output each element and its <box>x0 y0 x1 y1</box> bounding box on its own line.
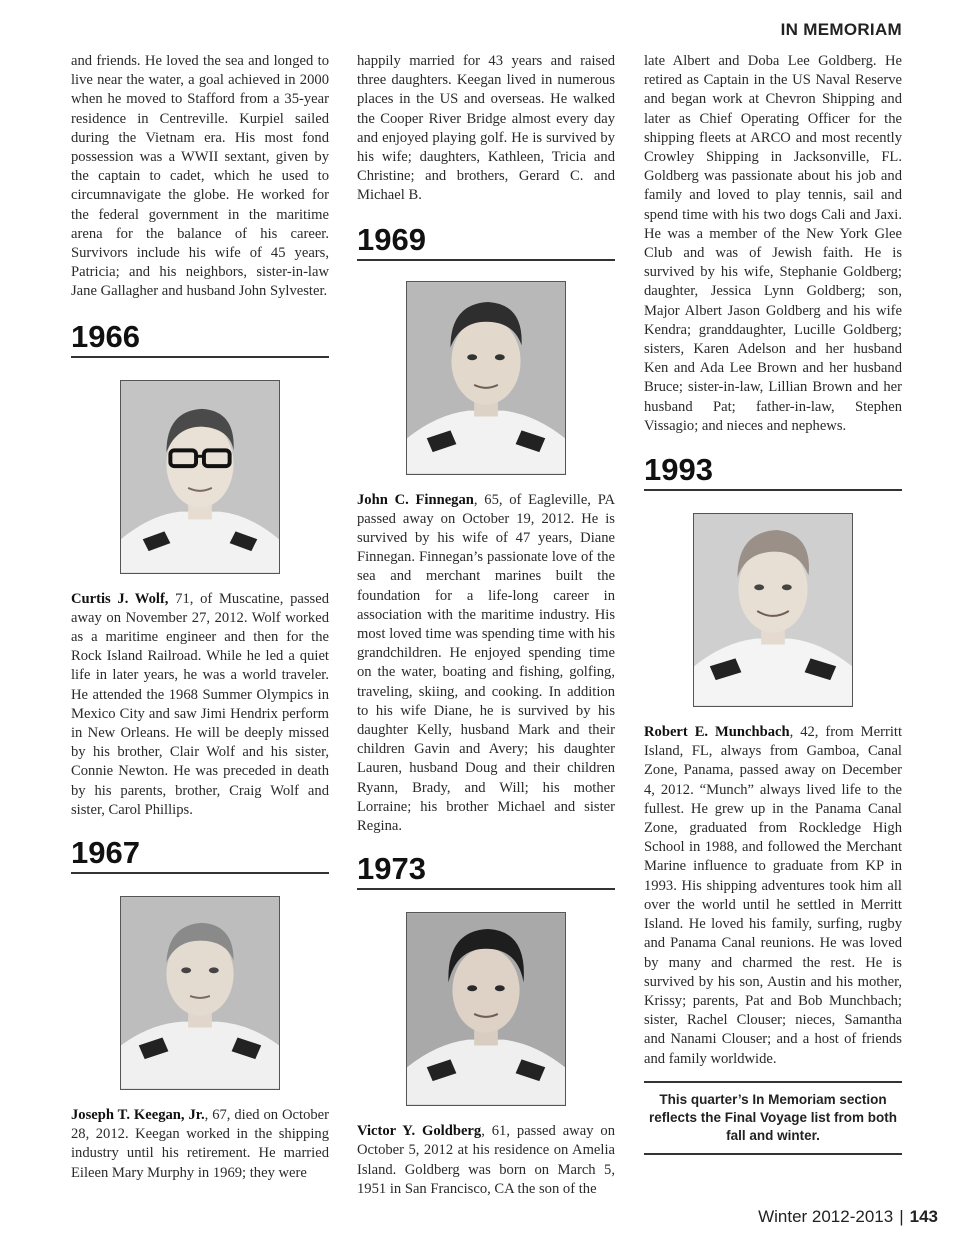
class-year-heading: 1967 <box>71 836 329 874</box>
obituary-text: , 42, from Merritt Island, FL, always from Gamboa, Canal Zone, Panama, passed away on December 4, 2012. “Munch” always lived life to the fullest. He grew up in the Panama Canal Zone, graduated from Rockledge High School in 1988, and followed the Merchant Marine influence to graduate from KP in 1993. His shipping adventures took him all over the world until he settled in Merritt Island. He loved his family, surfing, rugby and Panama Canal reunions. He was loved by many and charmed the rest. He is survived by his son, Austin and his mother, Krissy; parents, Pat and Bob Munchbach; sister, Rachel Clouser; nieces, Samantha and Nanami Clouser; and a host of friends and family worldwide. <box>644 724 903 1067</box>
portrait-keegan-icon <box>121 897 279 1089</box>
deceased-name: Victor Y. Goldberg <box>357 1123 482 1140</box>
class-year-heading: 1993 <box>644 453 902 491</box>
deceased-name: John C. Finnegan <box>357 491 474 508</box>
deceased-name: Curtis J. Wolf, <box>71 590 169 607</box>
obituary-munchbach <box>644 723 902 1069</box>
obituary-text: , 65, of Eagleville, PA passed away on October 19, 2012. He is survived by his wife of 47 years, Diane Finnegan. Finnegan’s passionate love of the sea and merchant marines built the foundation for a life-long career in association with the maritime industry. His most loved time was spending time with his grandchildren. He enjoyed spending time on the water, boating and fishing, golfing, traveling, skiing, and cooking. In addition to his wife Diane, he is survived by his daughter Kelly, husband Mark and their children Gavin and Avery; his daughter Lauren, husband Doug and their children Ryann, Brady, and Will; his mother Lorraine; his brother Michael and sister Regina. <box>357 491 616 835</box>
portrait-finnegan-icon <box>407 282 565 474</box>
obituary-wolf <box>71 590 329 820</box>
portrait-wolf-icon <box>121 381 279 573</box>
obituary-text: , 67, died on October 28, 2012. Keegan worked in the shipping industry until his retirement. He married Eileen Mary Murphy in 1969; they were <box>71 1107 329 1181</box>
portrait-photo-keegan <box>120 896 280 1090</box>
page-number: 143 <box>909 1207 938 1226</box>
editor-note: This quarter’s In Memoriam section reflects the Final Voyage list from both fall and winter. <box>644 1081 902 1155</box>
obituary-text: 71, of Muscatine, passed away on November 27, 2012. Wolf worked as a maritime engineer and then for the Rock Island Railroad. While he led a quiet life in later years, he was a world traveler. He attended the 1968 Summer Olympics in Mexico City and saw Jimi Hendrix perform in New Orleans. He will be deeply missed by his brother, Clair Wolf and his sister, Connie Newton. He was preceded in death by his parents, brother, Craig Wolf and sister, Carol Phillips. <box>71 590 329 818</box>
deceased-name: Robert E. Munchbach <box>644 724 790 741</box>
obituary-continuation-goldberg: late Albert and Doba Lee Goldberg. He retired as Captain in the US Naval Reserve and began work at Chevron Shipping and later as Chief Operating Officer for the shipping fleets at ARCO and most recently Crowley Shipping in Jacksonville, FL. Goldberg was passionate about his job and family and loved to play tennis, sail and spend time with his two dogs Cali and Jaxi. He was a member of the New York Glee Club and was of Jewish faith. He is survived by his wife, Stephanie Goldberg; daughter, Jessica Lynn Goldberg; son, Major Albert Jason Goldberg and his wife Kendra; granddaughter, Lucille Goldberg; sisters, Karen Adelson and her husband Ken and Ada Lee Brown and her husband Bruce; sister-in-law, Lillian Brown and her husband Pat; father-in-law, Stephen Vissagio; and nieces and nephews. <box>644 53 902 434</box>
class-year-heading: 1969 <box>357 223 615 261</box>
obituary-finnegan <box>357 491 615 837</box>
obituary-continuation-kurpiel: and friends. He loved the sea and longed to live near the water, a goal achieved in 2000 when he moved to Stafford from a 35-year residence in Centreville. Kurpiel sailed during the Vietnam era. His most fond possession was a WWII sextant, given by the captain to cadet, which he used to circumnavigate the globe. He worked for the federal government in the maritime arena for the balance of his career. Survivors include his wife of 45 years, Patricia; and his neighbors, sister-in-law Jane Gallagher and husband John Sylvester. <box>71 53 329 300</box>
obituary-text: , 61, passed away on October 5, 2012 at his residence on Amelia Island. Goldberg was born on March 5, 1951 in San Francisco, CA the son of the <box>357 1123 615 1197</box>
portrait-photo-finnegan <box>406 281 566 475</box>
column-right <box>644 52 902 1155</box>
obituary-continuation-keegan: happily married for 43 years and raised three daughters. Keegan lived in numerous places in the US and overseas. He walked the Cooper River Bridge almost every day and enjoyed playing golf. He is survived by his wife; daughters, Kathleen, Tricia and Christine; and brothers, Gerard C. and Michael B. <box>357 53 615 204</box>
page-folio <box>758 1207 938 1227</box>
class-year-heading: 1973 <box>357 852 615 890</box>
section-title: IN MEMORIAM <box>780 20 902 39</box>
folio-separator: | <box>899 1207 904 1226</box>
obituary-keegan <box>71 1106 329 1183</box>
issue-label: Winter 2012-2013 <box>758 1207 894 1226</box>
portrait-photo-munchbach <box>693 513 853 707</box>
column-left <box>71 52 329 1183</box>
portrait-goldberg-icon <box>407 913 565 1105</box>
portrait-munchbach-icon <box>694 514 852 706</box>
portrait-photo-wolf <box>120 380 280 574</box>
class-year-heading: 1966 <box>71 320 329 358</box>
column-middle <box>357 52 615 1199</box>
deceased-name: Joseph T. Keegan, Jr. <box>71 1107 205 1124</box>
obituary-goldberg <box>357 1122 615 1199</box>
portrait-photo-goldberg <box>406 912 566 1106</box>
